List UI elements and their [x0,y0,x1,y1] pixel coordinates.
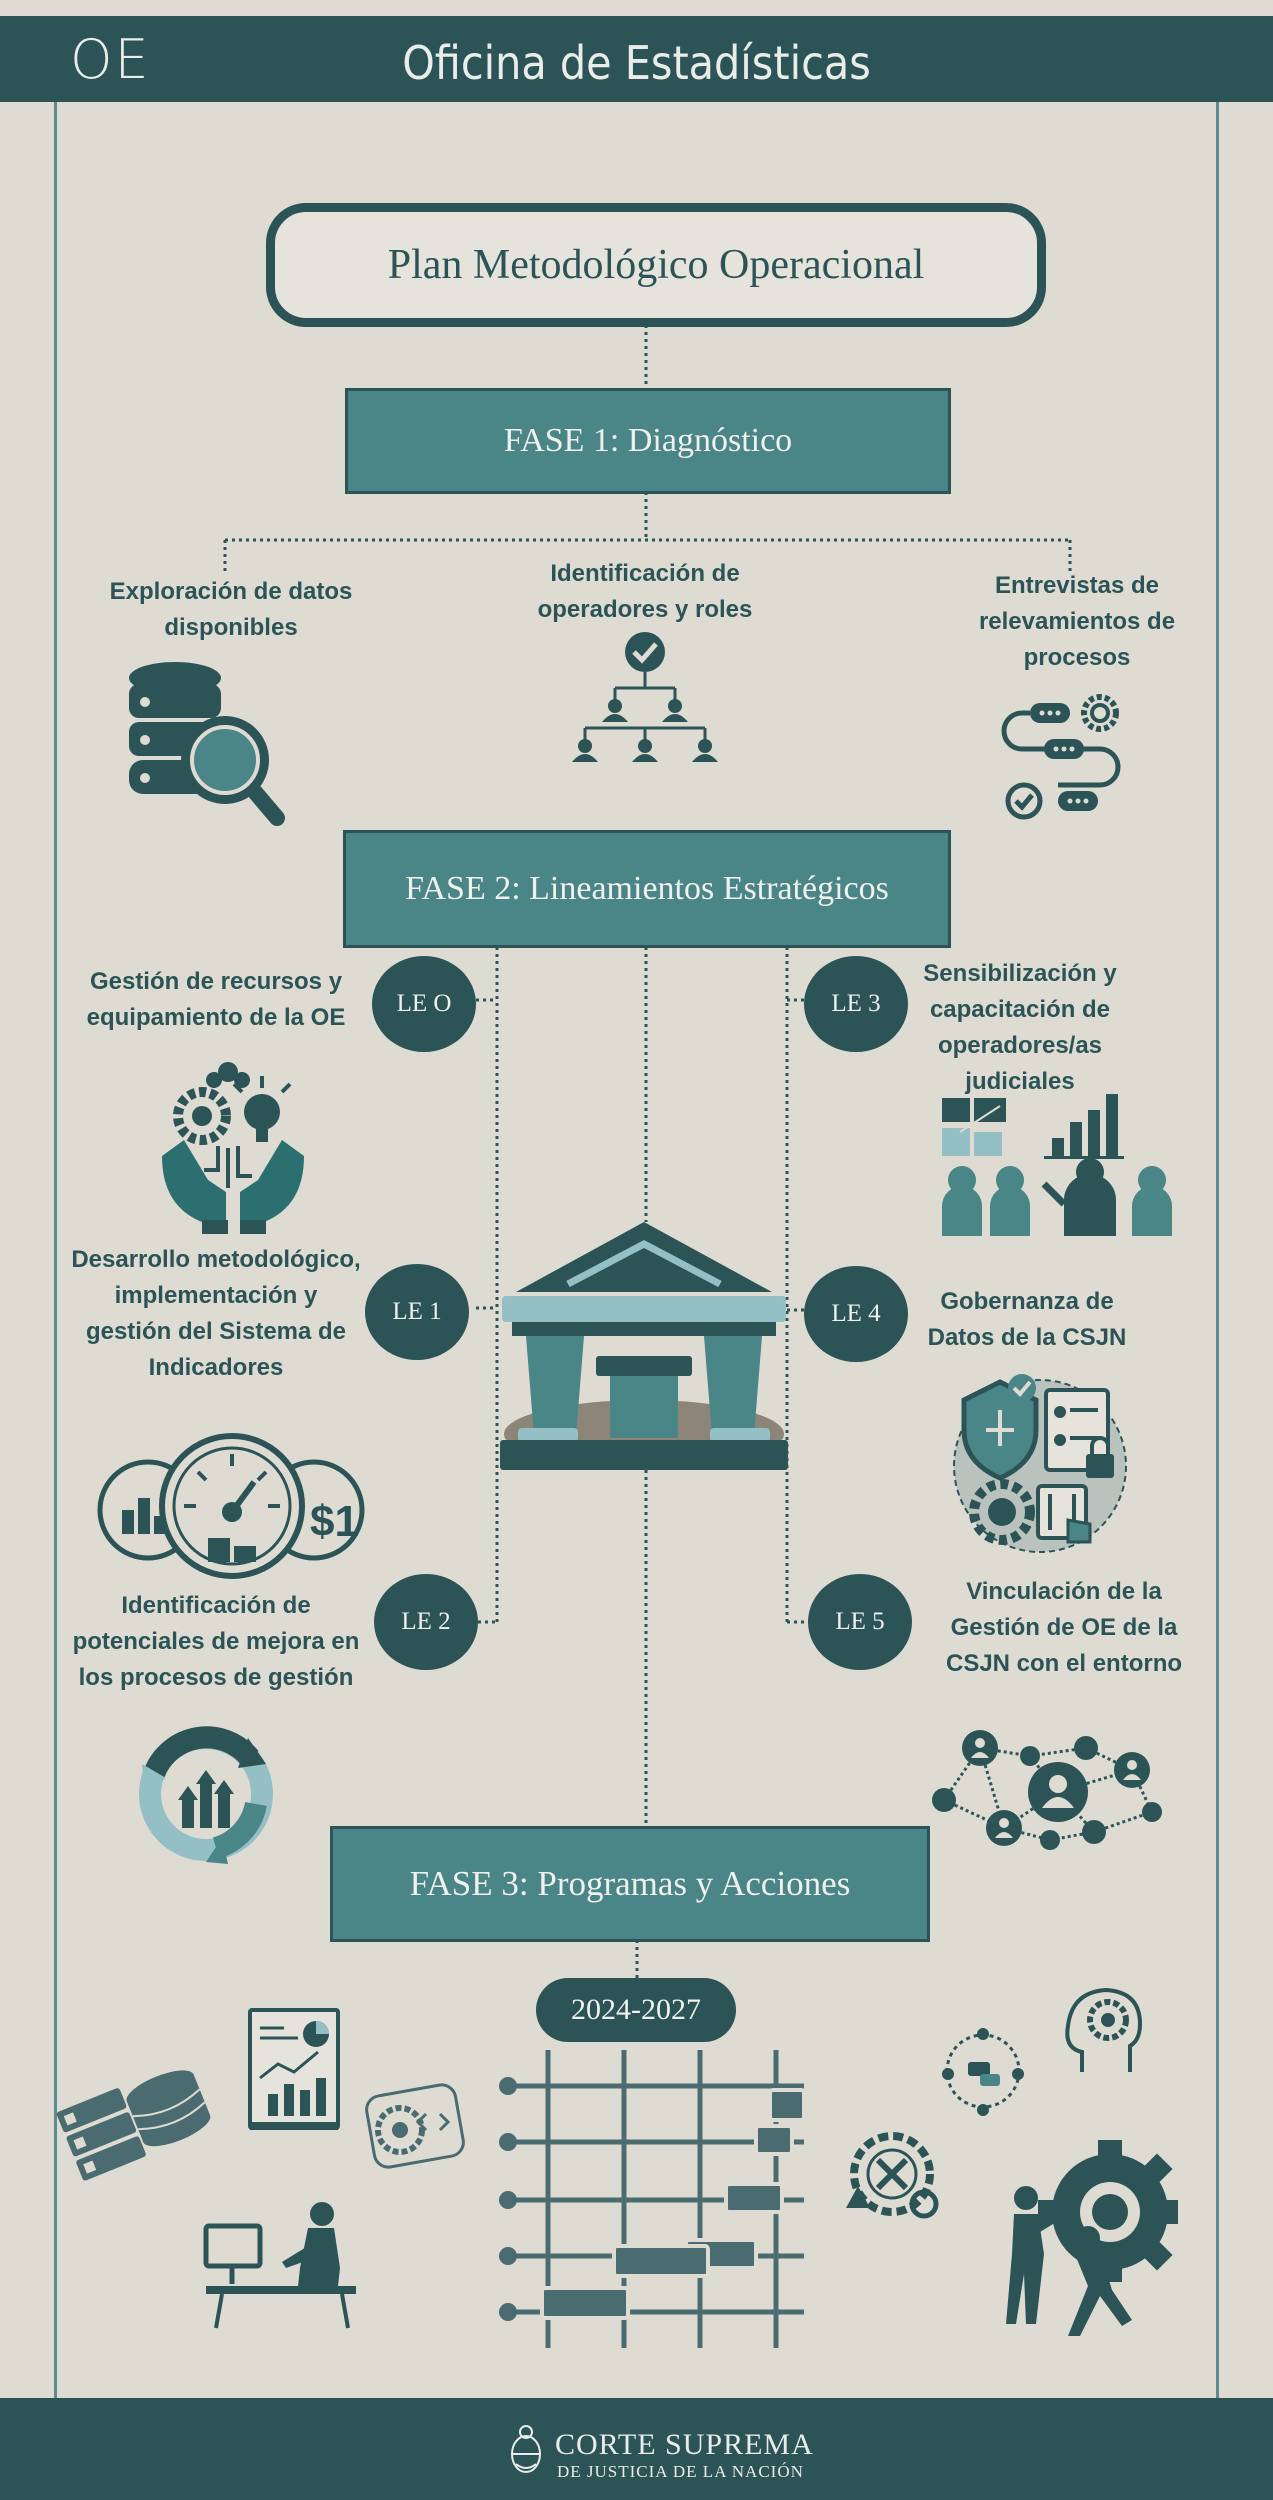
hands-gears-icon [158,1056,308,1236]
gantt-timeline [494,2048,814,2348]
courthouse-icon [498,1218,790,1474]
header-title: Oficina de Estadísticas [402,36,871,90]
phase1-item-data-exploration: Exploración de datos disponibles [109,578,353,641]
teamwork-gear-icon [986,2140,1182,2330]
phase1-item-operators-roles: Identificación de operadores y roles [537,560,753,623]
le0-text: Gestión de recursos y equipamiento de la OE [86,968,346,1031]
svg-text:$1: $1 [310,1497,359,1546]
le3-text: Sensibilización y capacitación de operadores/as judiciales [923,960,1117,1095]
training-presentation-icon [940,1092,1176,1238]
phase1-item-interviews: Entrevistas de relevamientos de procesos [978,572,1176,671]
badge-le0: LE O [372,956,476,1052]
national-seal-icon [508,2424,544,2478]
badge-le2: LE 2 [374,1574,478,1670]
tools-gear-icon [840,2124,944,2224]
badge-le3: LE 3 [804,956,908,1052]
code-settings-icon [360,2076,470,2176]
phase1-box: FASE 1: Diagnóstico [345,388,951,494]
footer-title: CORTE SUPREMA [555,2428,814,2461]
data-governance-icon [950,1370,1130,1556]
phase3-box: FASE 3: Programas y Acciones [330,1826,930,1942]
person-computer-icon [204,2200,360,2330]
badge-le5: LE 5 [808,1574,912,1670]
servers-icon [58,2054,208,2174]
report-document-icon [248,2008,342,2132]
phase2-box: FASE 2: Lineamientos Estratégicos [343,830,951,948]
oe-logo: OE [70,28,151,91]
badge-le1: LE 1 [365,1264,469,1360]
head-gear-icon [1062,1986,1146,2076]
period-badge: 2024-2027 [536,1978,736,2042]
le4-text: Gobernanza de Datos de la CSJN [927,1288,1127,1351]
database-search-icon [125,660,295,830]
le2-text: Identificación de potenciales de mejora en los procesos de gestión [72,1592,360,1691]
process-workflow-icon [1000,685,1140,825]
badge-le4: LE 4 [804,1266,908,1362]
network-icon [930,1700,1170,1870]
le1-text: Desarrollo metodológico, implementación y gestión del Sistema de Indicadores [71,1246,361,1381]
footer-bar [0,2398,1273,2500]
team-chat-icon [940,2026,1026,2116]
le5-text: Vinculación de la Gestión de OE de la CSJN con el entorno [945,1578,1183,1677]
plan-title-box: Plan Metodológico Operacional [266,203,1046,327]
cycle-chart-icon [126,1714,286,1874]
gauge-dashboard-icon [98,1432,366,1582]
footer-subtitle: DE JUSTICIA DE LA NACIÓN [557,2462,804,2481]
org-chart-icon [570,630,720,780]
